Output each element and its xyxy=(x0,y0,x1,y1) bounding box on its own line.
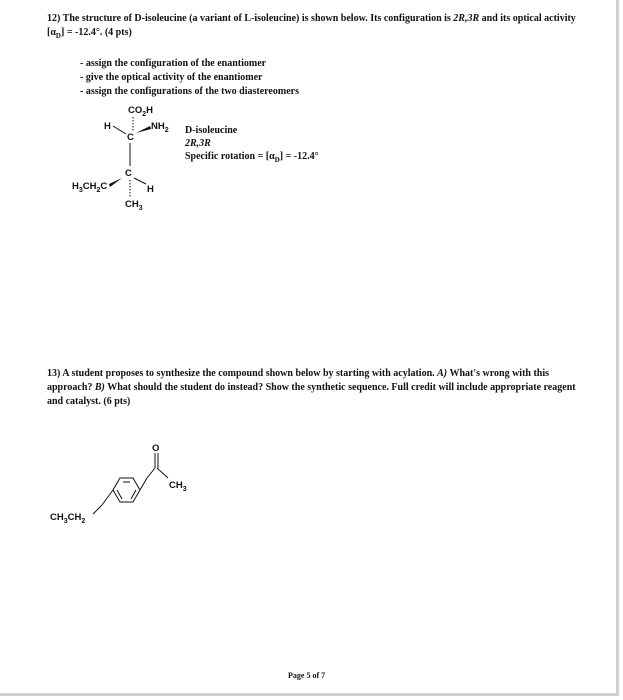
task-item: - assign the configuration of the enantiomer xyxy=(80,58,267,69)
ethyl-label: $CH_3CH_2$ xyxy=(50,512,86,525)
carbon-label: C xyxy=(125,168,132,179)
carboxyl-label: $CO_2H$ xyxy=(128,105,154,118)
methyl-label: $CH_3$ xyxy=(169,480,187,493)
amino-label: $NH_2$ xyxy=(151,121,169,134)
page-number: Page 5 of 7 xyxy=(288,671,326,680)
oxygen-label: O xyxy=(152,443,160,454)
carbon-label: C xyxy=(127,132,134,143)
h-label: H xyxy=(104,121,111,132)
bond xyxy=(93,505,102,514)
task-item: - assign the configurations of the two diastereomers xyxy=(80,86,299,97)
methyl-label: $CH_3$ xyxy=(125,199,143,212)
specific-rotation: Specific rotation = $[\alpha_D] = -12.4^\circ$ xyxy=(185,151,319,164)
task-item: - give the optical activity of the enantiomer xyxy=(80,72,263,83)
bond xyxy=(157,468,168,478)
ethyl-label: $H_3CH_2C$ xyxy=(72,181,108,194)
bond xyxy=(102,490,113,505)
compound-name: D-isoleucine xyxy=(185,125,238,136)
question-13-text: 13) A student proposes to synthesize the compound shown below by starting with acylation. A) What's wrong with this approach? B) What should the student do instead? Show the synthetic sequence. Full credit will include appropriate reagent and catalyst. (6 pts) xyxy=(47,368,576,407)
question-12-text: 12) The structure of D-isoleucine (a variant of L-isoleucine) is shown below. Its configuration is 2R,3R and its optical activity $[\alpha_D] = -12.4^\circ$. (4 pts) xyxy=(47,13,576,40)
h-label: H xyxy=(147,184,154,195)
configuration: 2R,3R xyxy=(185,138,211,149)
bond xyxy=(140,478,147,490)
bond xyxy=(147,468,155,478)
